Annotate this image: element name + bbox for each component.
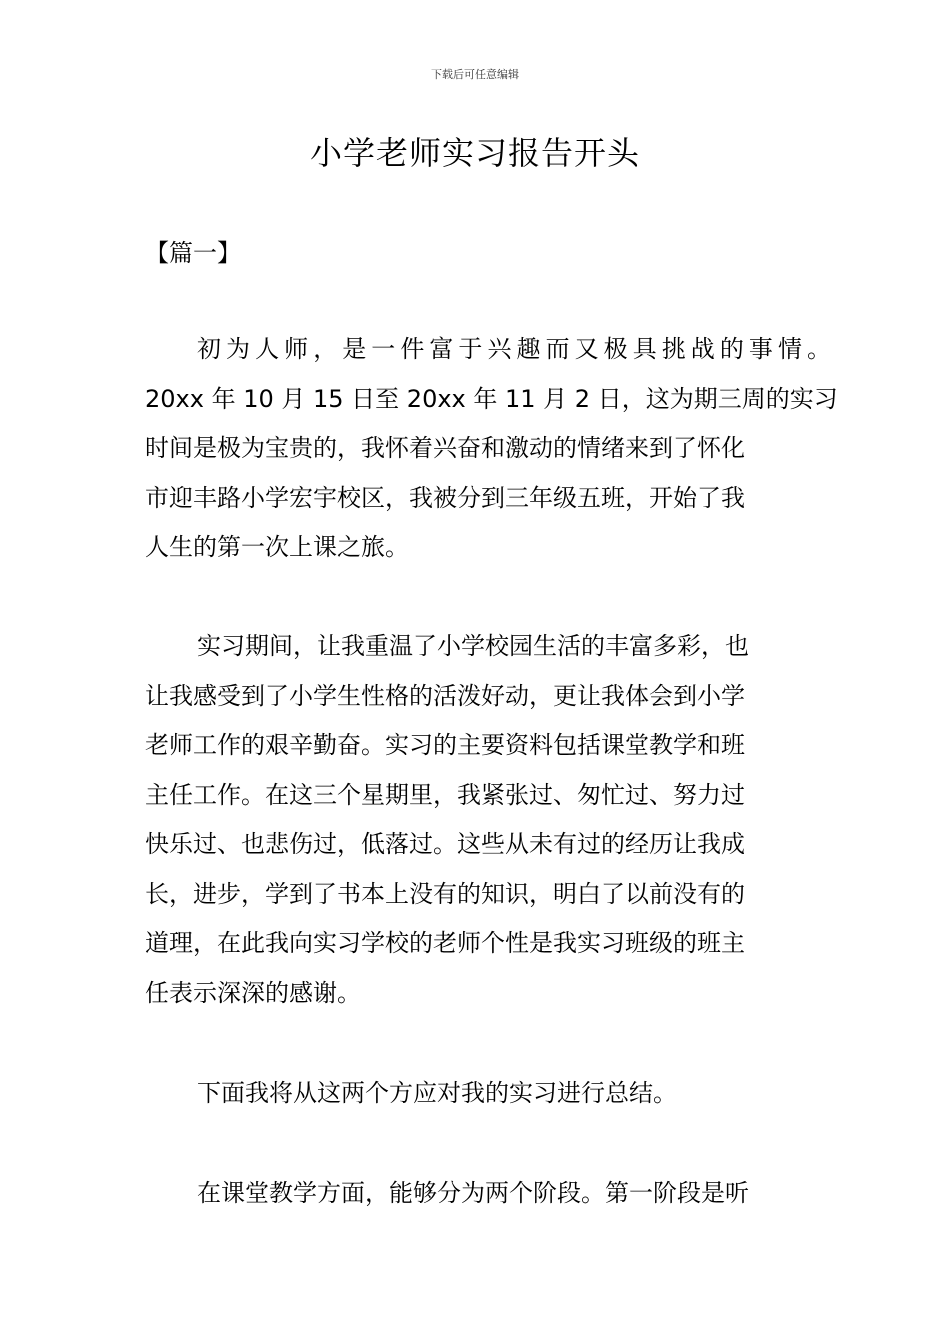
paragraph-line: 在课堂教学方面，能够分为两个阶段。第一阶段是听 (197, 1179, 749, 1207)
paragraph-line: 20xx 年 10 月 15 日至 20xx 年 11 月 2 日，这为期三周的实习 (145, 384, 838, 413)
section-label: 【篇一】 (145, 239, 241, 267)
paragraph-line: 主任工作。在这三个星期里，我紧张过、匆忙过、努力过 (145, 780, 745, 809)
paragraph-4 (145, 1169, 835, 1219)
paragraph-line: 市迎丰路小学宏宇校区，我被分到三年级五班，开始了我 (145, 483, 745, 512)
paragraph-line: 道理，在此我向实习学校的老师个性是我实习班级的班主 (145, 929, 745, 957)
paragraph-2 (145, 622, 835, 1018)
paragraph-line: 快乐过、也悲伤过，低落过。这些从未有过的经历让我成 (145, 830, 745, 858)
paragraph-line: 时间是极为宝贵的，我怀着兴奋和激动的情绪来到了怀化 (145, 434, 745, 462)
paragraph-1 (145, 325, 838, 573)
paragraph-line: 长，进步，学到了书本上没有的知识，明白了以前没有的 (145, 879, 745, 908)
paragraph-line: 实习期间，让我重温了小学校园生活的丰富多彩，也 (197, 632, 749, 660)
paragraph-line: 任表示深深的感谢。 (145, 978, 361, 1007)
paragraph-line: 人生的第一次上课之旅。 (145, 533, 409, 561)
header-note: 下载后可任意编辑 (431, 68, 519, 81)
paragraph-line: 让我感受到了小学生性格的活泼好动，更让我体会到小学 (145, 681, 745, 710)
paragraph-line: 下面我将从这两个方应对我的实习进行总结。 (197, 1079, 677, 1107)
paragraph-line: 老师工作的艰辛勤奋。实习的主要资料包括课堂教学和班 (145, 731, 745, 759)
paragraph-3 (145, 1069, 835, 1119)
page-title: 小学老师实习报告开头 (309, 134, 640, 172)
paragraph-line: 初为人师，是一件富于兴趣而又极具挑战的事情。 (197, 335, 831, 363)
